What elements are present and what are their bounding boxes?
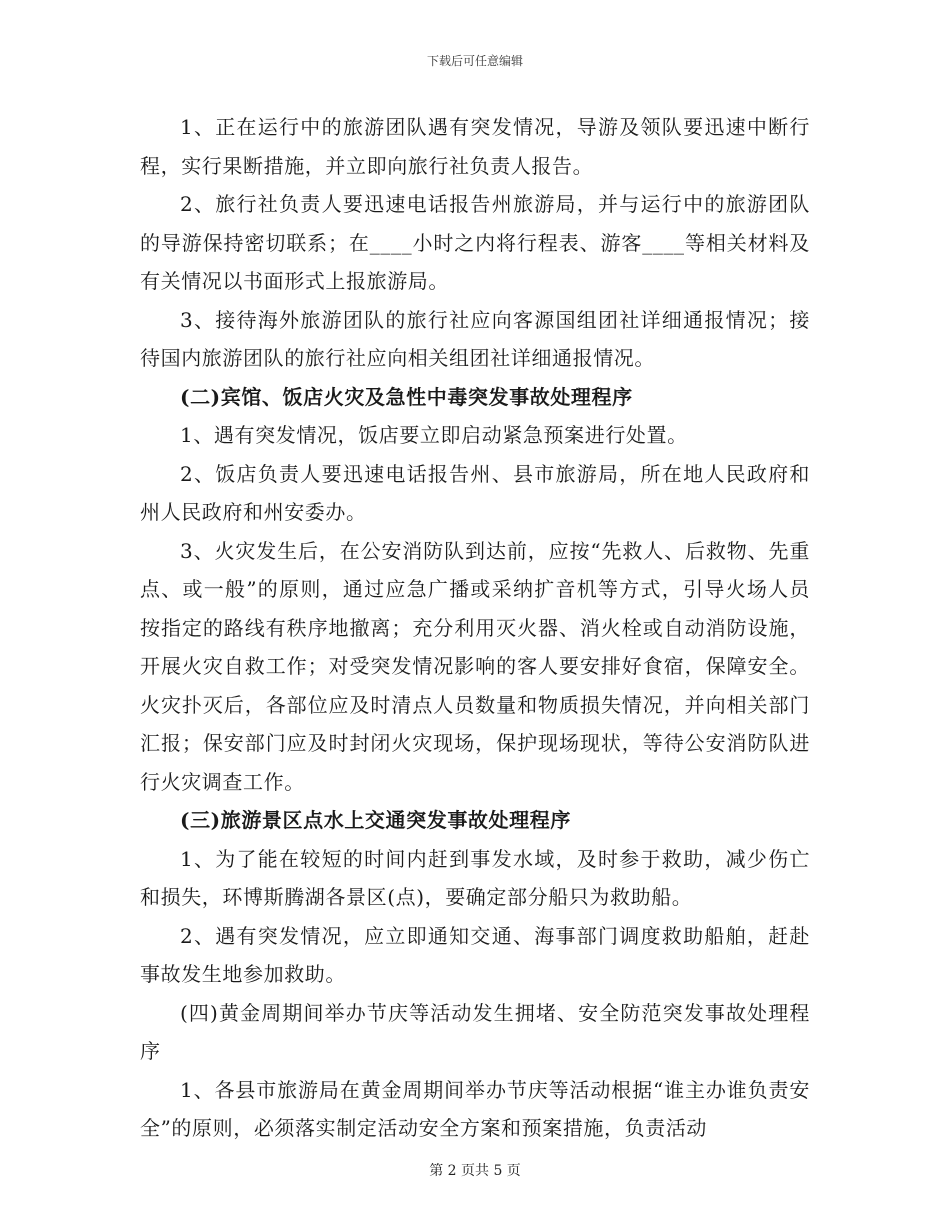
paragraph-10: 2、遇有突发情况，应立即通知交通、海事部门调度救助船舶，赶赴事故发生地参加救助。: [140, 923, 810, 986]
page-header: 下载后可任意编辑: [426, 54, 523, 68]
paragraph-9: 1、为了能在较短的时间内赶到事发水域，及时参于救助，减少伤亡和损失，环博斯腾湖各景区(点)，要确定部分船只为救助船。: [140, 846, 810, 909]
section-heading-3: (三)旅游景区点水上交通突发事故处理程序: [180, 808, 571, 832]
paragraph-5: 1、遇有突发情况，饭店要立即启动紧急预案进行处置。: [180, 423, 688, 447]
page-footer: 第 2 页共 5 页: [429, 1163, 521, 1179]
paragraph-7: 3、火灾发生后，在公安消防队到达前，应按“先救人、后救物、先重点、或一般”的原则，通过应急广播或采纳扩音机等方式，引导火场人员按指定的路线有秩序地撤离；充分利用灭火器、消火栓或自动消防设施，开展火灾自救工作；对受突发情况影响的客人要安排好食宿，保障安全。火灾扑灭后，各部位应及时清点人员数量和物质损失情况，并向相关部门汇报；保安部门应及时封闭火灾现场，保护现场现状，等待公安消防队进行火灾调查工作。: [140, 538, 810, 794]
paragraph-12: 1、各县市旅游局在黄金周期间举办节庆等活动根据“谁主办谁负责安全”的原则，必须落实制定活动安全方案和预案措施，负责活动: [140, 1077, 810, 1140]
document-body: [140, 108, 810, 1148]
section-heading-4: (四)黄金周期间举办节庆等活动发生拥堵、安全防范突发事故处理程序: [140, 1000, 810, 1063]
paragraph-6: 2、饭店负责人要迅速电话报告州、县市旅游局，所在地人民政府和州人民政府和州安委办。: [140, 461, 810, 524]
section-heading-2: (二)宾馆、饭店火灾及急性中毒突发事故处理程序: [180, 384, 633, 409]
paragraph-1: 1、正在运行中的旅游团队遇有突发情况，导游及领队要迅速中断行程，实行果断措施，并立即向旅行社负责人报告。: [140, 115, 810, 178]
paragraph-3: 3、接待海外旅游团队的旅行社应向客源国组团社详细通报情况；接待国内旅游团队的旅行社应向相关组团社详细通报情况。: [140, 307, 810, 370]
paragraph-2: 2、旅行社负责人要迅速电话报告州旅游局，并与运行中的旅游团队的导游保持密切联系；在____小时之内将行程表、游客____等相关材料及有关情况以书面形式上报旅游局。: [140, 192, 810, 293]
